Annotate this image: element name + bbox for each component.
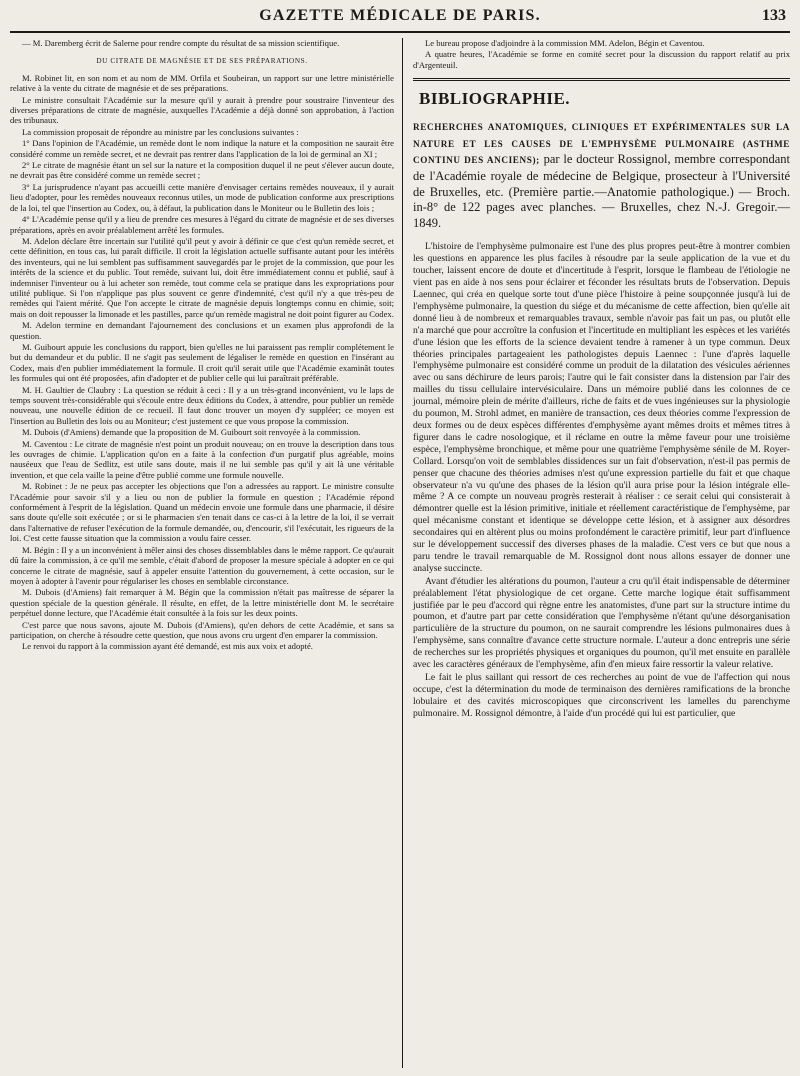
right-column (402, 38, 790, 1068)
page-number: 133 (762, 7, 786, 24)
body-paragraph: M. Caventou : Le citrate de magnésie n'est point un produit nouveau; on en trouve la description dans tous les ouvrages de chimie. L'application qu'on en a faite à la confection d'un purgatif plus agréable, moins nauséeux que l'eau de Sedlitz, est utile sans doute, mais il ne lui semble pas qu'il y ait là une véritable invention, et que cela vaille la peine d'être publié comme une formule nouvelle. (10, 438, 394, 480)
right-top-paragraphs (413, 38, 790, 70)
review-paragraphs (413, 241, 790, 719)
left-paragraphs (10, 73, 394, 652)
body-paragraph: M. Dubois (d'Amiens) demande que la proposition de M. Guibourt soit renvoyée à la commission. (22, 427, 361, 438)
two-column-body (10, 38, 790, 1068)
body-paragraph: A quatre heures, l'Académie se forme en comité secret pour la discussion du rapport relatif au prix d'Argenteuil. (413, 49, 790, 70)
body-paragraph: Le bureau propose d'adjoindre à la commission MM. Adelon, Bégin et Caventou. (425, 38, 705, 48)
body-paragraph: M. Dubois (d'Amiens) fait remarquer à M. Bégin que la commission n'était pas maîtresse de séparer la question spéciale de la question générale. Il résulte, en effet, de la lettre ministérielle dont M. le secrétaire perpétuel donne lecture, que l'Académie était consultée à la fois sur les deux points. (10, 587, 394, 619)
review-paragraph: L'histoire de l'emphysème pulmonaire est l'une des plus propres peut-être à montrer combien les questions en apparence les plus faciles à résoudre par la seule application de la vue et du toucher, laissent encore de doute et d'incertitude à l'esprit, lorsque le flambeau de l'étiologie ne vient pas en aide à nos sens pour éclairer et féconder les résultats bruts de l'observation. Depuis Laennec, qui créa en quelque sorte tout d'une pièce l'histoire à peine soupçonnée jusqu'à lui de l'emphysème pulmonaire, la question du siége et du mécanisme de cette affection, bien qu'elle ait donné lieu à de nombreux et remarquables travaux, semble n'avoir pas fait un pas, ou plutôt elle n'a marché que pour accroître la confusion et l'incertitude en multipliant les espèces et les variétés d'une lésion que les efforts de la science devaient tendre à ramener à un type commun. Deux théories principales partageaient les pathologistes depuis Laennec : l'une d'après laquelle l'emphysème pulmonaire est considéré comme un produit de la dilatation des vésicules aériennes avec ou sans déchirure de leurs parois; l'autre qui le fait consister dans la distension par l'air des mailles du tissu cellulaire intervésiculaire. Dans un mémoire publié dans les colonnes de ce journal, mémoire plein de mérite d'ailleurs, riche de faits et de vues ingénieuses sur la physiologie du poumon, M. Strohl admet, en manière de transaction, ces deux théories comme l'expression de deux formes ou de deux espèces différentes d'emphysème ayant mêmes droits et mêmes titres à figurer dans le cadre nosologique, et il réclame en outre la même faveur pour une troisième espèce, l'emphysème bronchique, et même pour une quatrième l'emphysème sénile de M. Royer-Collard. Lorsqu'on voit de semblables dissidences sur un fait d'observation, n'est-il pas permis de penser que chacune des théories admises n'est qu'une expression partielle du fait et que chaque observateur n'a vu qu'une des phases de la lésion qu'il aura prise pour la lésion intégrale elle-même ? A ce compte un nouveau progrès resterait à réaliser : ce serait celui qui consisterait à démontrer quelle est la lésion primitive, initiale et réellement caractéristique de l'emphysème, par quel mécanisme constant et identique se développe cette lésion, et à assigner aux désordres secondaires qui en altèrent plus ou moins profondément le caractère primitif, leur part d'influence sur le développement successif des diverses phases de la maladie. C'est vers ce but que nous a paru tendre le travail remarquable de M. Rossignol dont nous allons essayer de donner une analyse succincte. (413, 241, 790, 574)
section-divider (413, 78, 790, 81)
body-paragraph: Le renvoi du rapport à la commission ayant été demandé, est mis aux voix et adopté. (22, 641, 313, 652)
book-citation (413, 119, 790, 231)
body-paragraph: C'est parce que nous savons, ajoute M. Dubois (d'Amiens), qu'en dehors de cette Académie, et sans sa participation, on cherche à résoudre cette question, que nous avons cru urgent d'en emparer la commission. (10, 619, 394, 640)
intro-paragraph: — M. Daremberg écrit de Salerne pour rendre compte du résultat de sa mission scientifique. (22, 38, 340, 48)
section-subheading: DU CITRATE DE MAGNÉSIE ET DE SES PRÉPARATIONS. (96, 57, 308, 66)
body-paragraph: M. Adelon termine en demandant l'ajournement des conclusions et un examen plus approfondi de la question. (10, 320, 394, 341)
body-paragraph: M. Robinet lit, en son nom et au nom de MM. Orfila et Soubeiran, un rapport sur une lettre ministérielle relative à la vente du citrate de magnésie et de ses préparations. (10, 72, 394, 94)
masthead-title: GAZETTE MÉDICALE DE PARIS. (259, 7, 541, 24)
body-paragraph: M. Adelon déclare être incertain sur l'utilité qu'il peut y avoir à définir ce que c'est qu'un remède secret, et cette définition, en tous cas, lui paraît difficile. Il croit la législation actuelle suffisante autant pour les intérêts des inventeurs, qui ne lui semblent pas suffisamment sauvegardés par le projet de la commission, que pour les intérêts de la science et du public. Tout remède, suivant lui, doit être immédiatement connu et publié, sauf à indemniser l'inventeur ou à lui acheter son remède, tout comme cela se pratique dans les expropriations pour utilité publique. Si l'on n'applique pas plus souvent ce genre d'indemnité, c'est qu'il n'y a que très-peu de remèdes qui l'aient mérité. Que l'on accepte le citrate de magnésie depuis longtemps connu en chimie, soit; mais on doit repousser la limonade et les pastilles, parce qu'un remède magistral ne doit point figurer au Codex. (10, 235, 394, 319)
body-paragraph: La commission proposait de répondre au ministre par les conclusions suivantes : (22, 126, 299, 137)
left-column (10, 38, 402, 1068)
bibliography-heading: BIBLIOGRAPHIE. (419, 89, 571, 109)
body-paragraph: M. Bégin : Il y a un inconvénient à mêler ainsi des choses dissemblables dans le même rapport. Ce qu'aurait dû faire la commission, à ce qu'il me semble, c'était d'abord de proposer la mesure spéciale à adopter en ce qui concerne le citrate de magnésie, sauf à appeler ensuite l'attention du gouvernement, à cette occasion, sur le moyen à adopter à l'avenir pour régulariser les choses en semblable circonstance. (10, 544, 394, 586)
body-paragraph: 3° La jurisprudence n'ayant pas accueilli cette manière d'envisager certains remèdes nouveaux, il y aurait lieu d'adopter, pour les remèdes nouveaux reconnus utiles, un mode de publication conforme aux prescriptions de la loi, tel que l'insertion au Codex, ou, à défaut, la publication dans le Moniteur ou le Bulletin des lois ; (10, 181, 394, 213)
page-header (10, 6, 790, 28)
header-rule (10, 31, 790, 33)
body-paragraph: M. Guibourt appuie les conclusions du rapport, bien qu'elles ne lui paraissent pas remplir complétement le but du demandeur et du public. Il ne s'agit pas seulement de légaliser le remède en question en l'insérant au Codex, mais d'en publier immédiatement la formule. Il croit qu'il serait utile que l'Académie examinât toutes les formules qui ont été proposées, afin d'adopter et de publier celle qui lui paraîtrait préférable. (10, 341, 394, 384)
body-paragraph: Le ministre consultait l'Académie sur la mesure qu'il y aurait à prendre pour soustraire l'inventeur des diverses préparations de citrate de magnésie, auxquelles l'Académie a déjà donné son approbation, à l'action des tribunaux. (10, 94, 394, 126)
book-title-details: par le docteur Rossignol, membre correspondant de l'Académie royale de médecine de Belgique, prosecteur à l'Université de Bruxelles, etc. (Première partie.—Anatomie pathologique.) — Broch. in-8° de 122 pages avec planches. — Bruxelles, chez N.-J. Gregoir.—1849. (413, 152, 790, 230)
book-title-caps: RECHERCHES ANATOMIQUES, CLINIQUES ET EXPÉRIMENTALES SUR LA NATURE ET LES CAUSES DE L'EMPHYSÈME PULMONAIRE (ASTHME CONTINU DES ANCIENS); (413, 122, 790, 166)
body-paragraph: 2° Le citrate de magnésie étant un sel sur la nature et la composition duquel il ne peut s'élever aucun doute, ne devrait pas être considéré comme un remède secret ; (10, 160, 394, 181)
body-paragraph: 1° Dans l'opinion de l'Académie, un remède dont le nom indique la nature et la composition ne saurait être considéré comme un remède secret, et ne devrait pas rentrer dans l'application de la loi de germinal an XI ; (10, 138, 394, 159)
body-paragraph: M. H. Gaultier de Claubry : La question se réduit à ceci : Il y a un très-grand inconvénient, vu le laps de temps souvent très-considérable qui s'écoule entre deux éditions du Codex, à attendre, pour publier un remède nouveau, une nouvelle édition de ce recueil. Il faut donc trouver un moyen d'y suppléer; ce moyen est l'insertion au Bulletin des lois ou au Moniteur; c'est justement ce que vous propose la commission. (10, 384, 394, 426)
review-paragraph: Avant d'étudier les altérations du poumon, l'auteur a cru qu'il était indispensable de déterminer préalablement l'état physiologique de cet organe. Cette marche logique était suffisamment justifiée par le peu d'accord qui règne entre les anatomistes, d'une part sur la structure intime du poumon, et d'autre part par cette considération que l'emphysème n'étant qu'une désorganisation particulière de la structure du poumon, on ne saurait comprendre les lésions pulmonaires dues à l'emphysème, sans connaître d'avance cette structure normale. L'auteur a donc entrepris une série de recherches sur les propriétés physiques et organiques du poumon, qu'il met ensuite en parallèle avec les caractères généraux de l'emphysème, afin d'en mieux faire ressortir la valeur relative. (413, 575, 790, 671)
body-paragraph: M. Robinet : Je ne peux pas accepter les objections que l'on a adressées au rapport. Le ministre consulte l'Académie pour savoir s'il y a lieu ou non de publier la formule en question ; l'Académie répond conformément à l'esprit de la législation. Quand un médecin envoie une formule dans une pharmacie, il désire sans doute qu'elle soit exécutée ; or si le pharmacien s'en tenait dans ce cas-ci à la lettre de la loi, il se verrait dans l'alternative de refuser l'exécution de la formule demandée, ou, d'encourir, s'il l'exécutait, les rigueurs de la loi. C'est cette fausse situation que la commission a voulu faire cesser. (10, 481, 394, 544)
review-paragraph: Le fait le plus saillant qui ressort de ces recherches au point de vue de l'affection qui nous occupe, c'est la détermination du mode de terminaison des dernières ramifications de la bronche lobulaire et des cavités microscopiques que circonscrivent les lamelles du parenchyme pulmonaire. M. Rossignol démontre, à l'aide d'un procédé qui lui est particulier, que (413, 672, 790, 719)
body-paragraph: 4° L'Académie pense qu'il y a lieu de prendre ces mesures à l'égard du citrate de magnésie et de ses diverses préparations, après en avoir préalablement arrêté les formules. (10, 214, 394, 235)
